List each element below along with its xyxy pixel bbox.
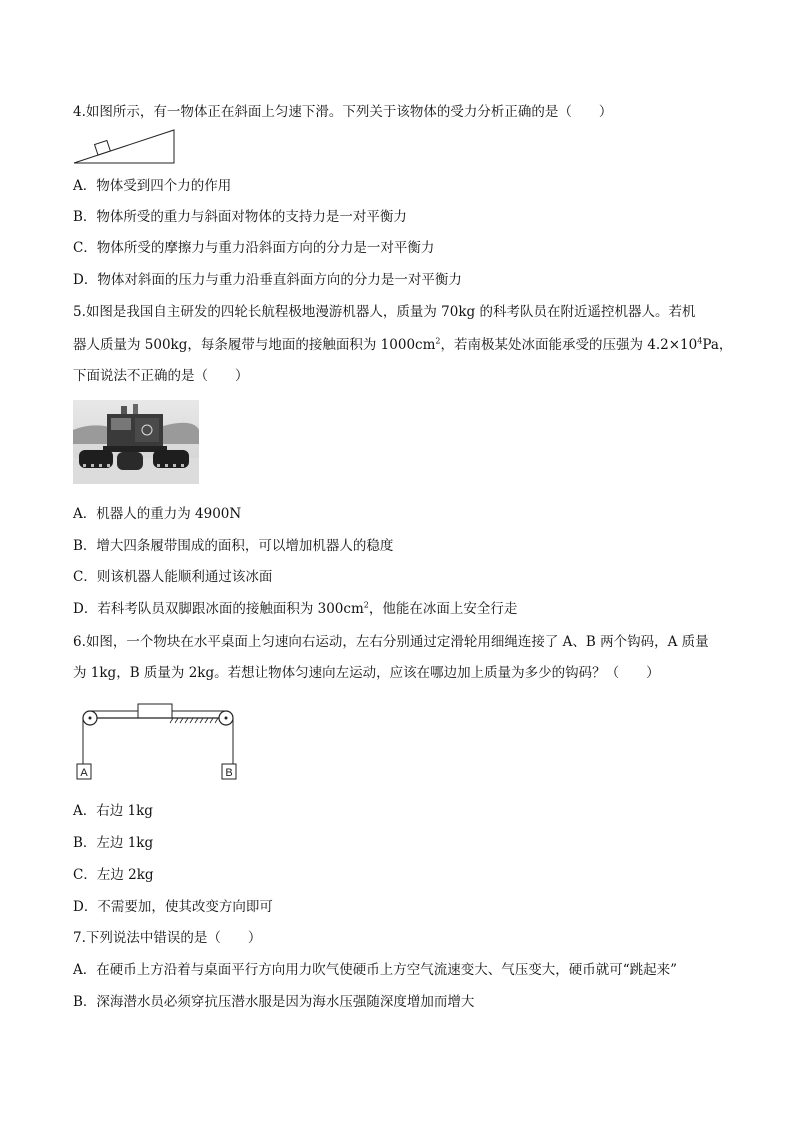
q5-option-d: D．若科考队员双脚跟冰面的接触面积为 $300cm^2$，他能在冰面上安全行走 [73,600,518,617]
q6-stem-line2: 为 1kg，B 质量为 2kg。若想让物体匀速向左运动，应该在哪边加上质量为多少的钩码？（ ） [73,665,660,681]
q4-stem: 4.如图所示，有一物体正在斜面上匀速下滑。下列关于该物体的受力分析正确的是（ ） [73,104,613,120]
q5-stem-line1: 5.如图是我国自主研发的四轮长航程极地漫游机器人，质量为 70kg 的科考队员在附近遥控机器人。若机 [73,304,696,320]
pulley-figure [73,700,243,784]
incline-figure [72,126,178,166]
weight-a-label: A [80,767,88,779]
q7-stem: 7.下列说法中错误的是（ ） [73,930,262,946]
q4-option-d: D．物体对斜面的压力与重力沿垂直斜面方向的分力是一对平衡力 [73,272,462,288]
q4-option-a: A．物体受到四个力的作用 [73,178,232,194]
q4-option-c: C．物体所受的摩擦力与重力沿斜面方向的分力是一对平衡力 [73,240,435,256]
q5-option-a: A．机器人的重力为 4900N [73,506,242,522]
polar-robot-photo [73,400,199,484]
q6-option-a: A．右边 1kg [73,803,153,819]
q5-stem-line3: 下面说法不正确的是（ ） [73,368,249,384]
q7-option-b: B．深海潜水员必须穿抗压潜水服是因为海水压强随深度增加而增大 [73,994,475,1010]
q6-option-c: C．左边 2kg [73,867,154,883]
q6-stem-line1: 6.如图，一个物块在水平桌面上匀速向右运动，左右分别通过定滑轮用细绳连接了 A、B 两个钩码，A 质量 [73,634,709,650]
q6-option-d: D．不需要加，使其改变方向即可 [73,899,273,915]
q4-option-b: B．物体所受的重力与斜面对物体的支持力是一对平衡力 [73,209,407,225]
q5-stem-line2: 器人质量为 500kg，每条履带与地面的接触面积为 $1000cm^2$，若南极某处冰面能承受的压强为 $4.2\times 10^4Pa$， [73,336,733,353]
q7-option-a: A．在硬币上方沿着与桌面平行方向用力吹气使硬币上方空气流速变大、气压变大，硬币就可“跳起来” [73,962,678,978]
q5-option-b: B．增大四条履带围成的面积，可以增加机器人的稳度 [73,538,394,554]
q5-option-c: C．则该机器人能顺利通过该冰面 [73,569,273,585]
q6-option-b: B．左边 1kg [73,835,154,851]
weight-b-label: B [225,767,233,779]
